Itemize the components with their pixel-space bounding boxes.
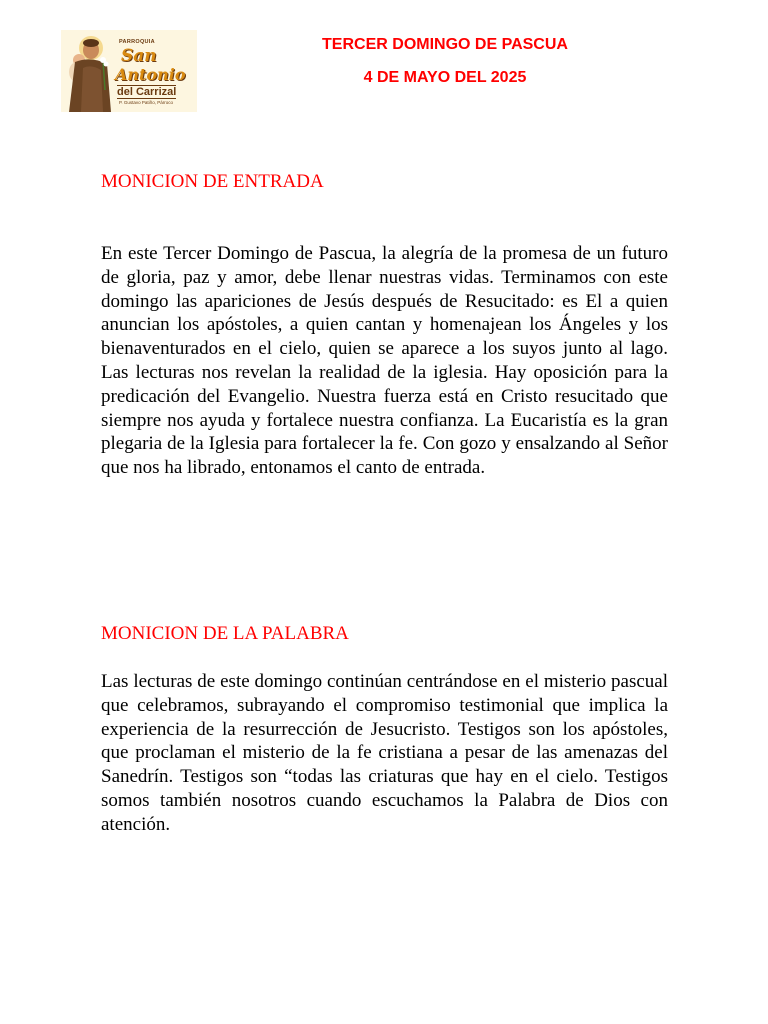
section-body-entrada: En este Tercer Domingo de Pascua, la alegría de la promesa de un futuro de gloria, paz y amor, debe llenar nuestras vidas. Terminamos con este domingo las apariciones de Jesús después de Resucitado: es El a quien anuncian los apóstoles, a quien cantan y homenajean los Ángeles y los bienaventurados en el cielo, quien se aparece a los suyos junto al lago. Las lecturas nos revelan la realidad de la iglesia. Hay oposición para la predicación del Evangelio. Nuestra fuerza está en Cristo resucitado que siempre nos ayuda y fortalece nuestra confianza. La Eucaristía es la gran plegaria de la Iglesia para fortalecer la fe. Con gozo y ensalzando al Señor que nos ha librado, entonamos el canto de entrada. <box>101 243 668 479</box>
logo-name-san: San <box>121 46 157 66</box>
logo-footer-text: P. Gustavo Patiño, Párroco <box>119 100 173 105</box>
section-title-palabra: MONICION DE LA PALABRA <box>101 623 349 644</box>
parish-logo <box>61 30 197 112</box>
document-date: 4 DE MAYO DEL 2025 <box>363 69 527 86</box>
document-title: TERCER DOMINGO DE PASCUA <box>322 36 568 53</box>
logo-name-carrizal: del Carrizal <box>117 86 177 98</box>
logo-parroquia-label: PARROQUIA <box>119 39 155 45</box>
section-body-palabra: Las lecturas de este domingo continúan centrándose en el misterio pascual que celebramos, subrayando el compromiso testimonial que implica la experiencia de la resurrección de Jesucristo. Testigos son los apóstoles, que proclaman el misterio de la fe cristiana a pesar de las amenazas del Sanedrín. Testigos son “todas las criaturas que hay en el cielo. Testigos somos también nosotros cuando escuchamos la Palabra de Dios con atención. <box>101 671 668 835</box>
section-title-entrada: MONICION DE ENTRADA <box>101 171 324 192</box>
logo-name-antonio: Antonio <box>115 65 186 84</box>
